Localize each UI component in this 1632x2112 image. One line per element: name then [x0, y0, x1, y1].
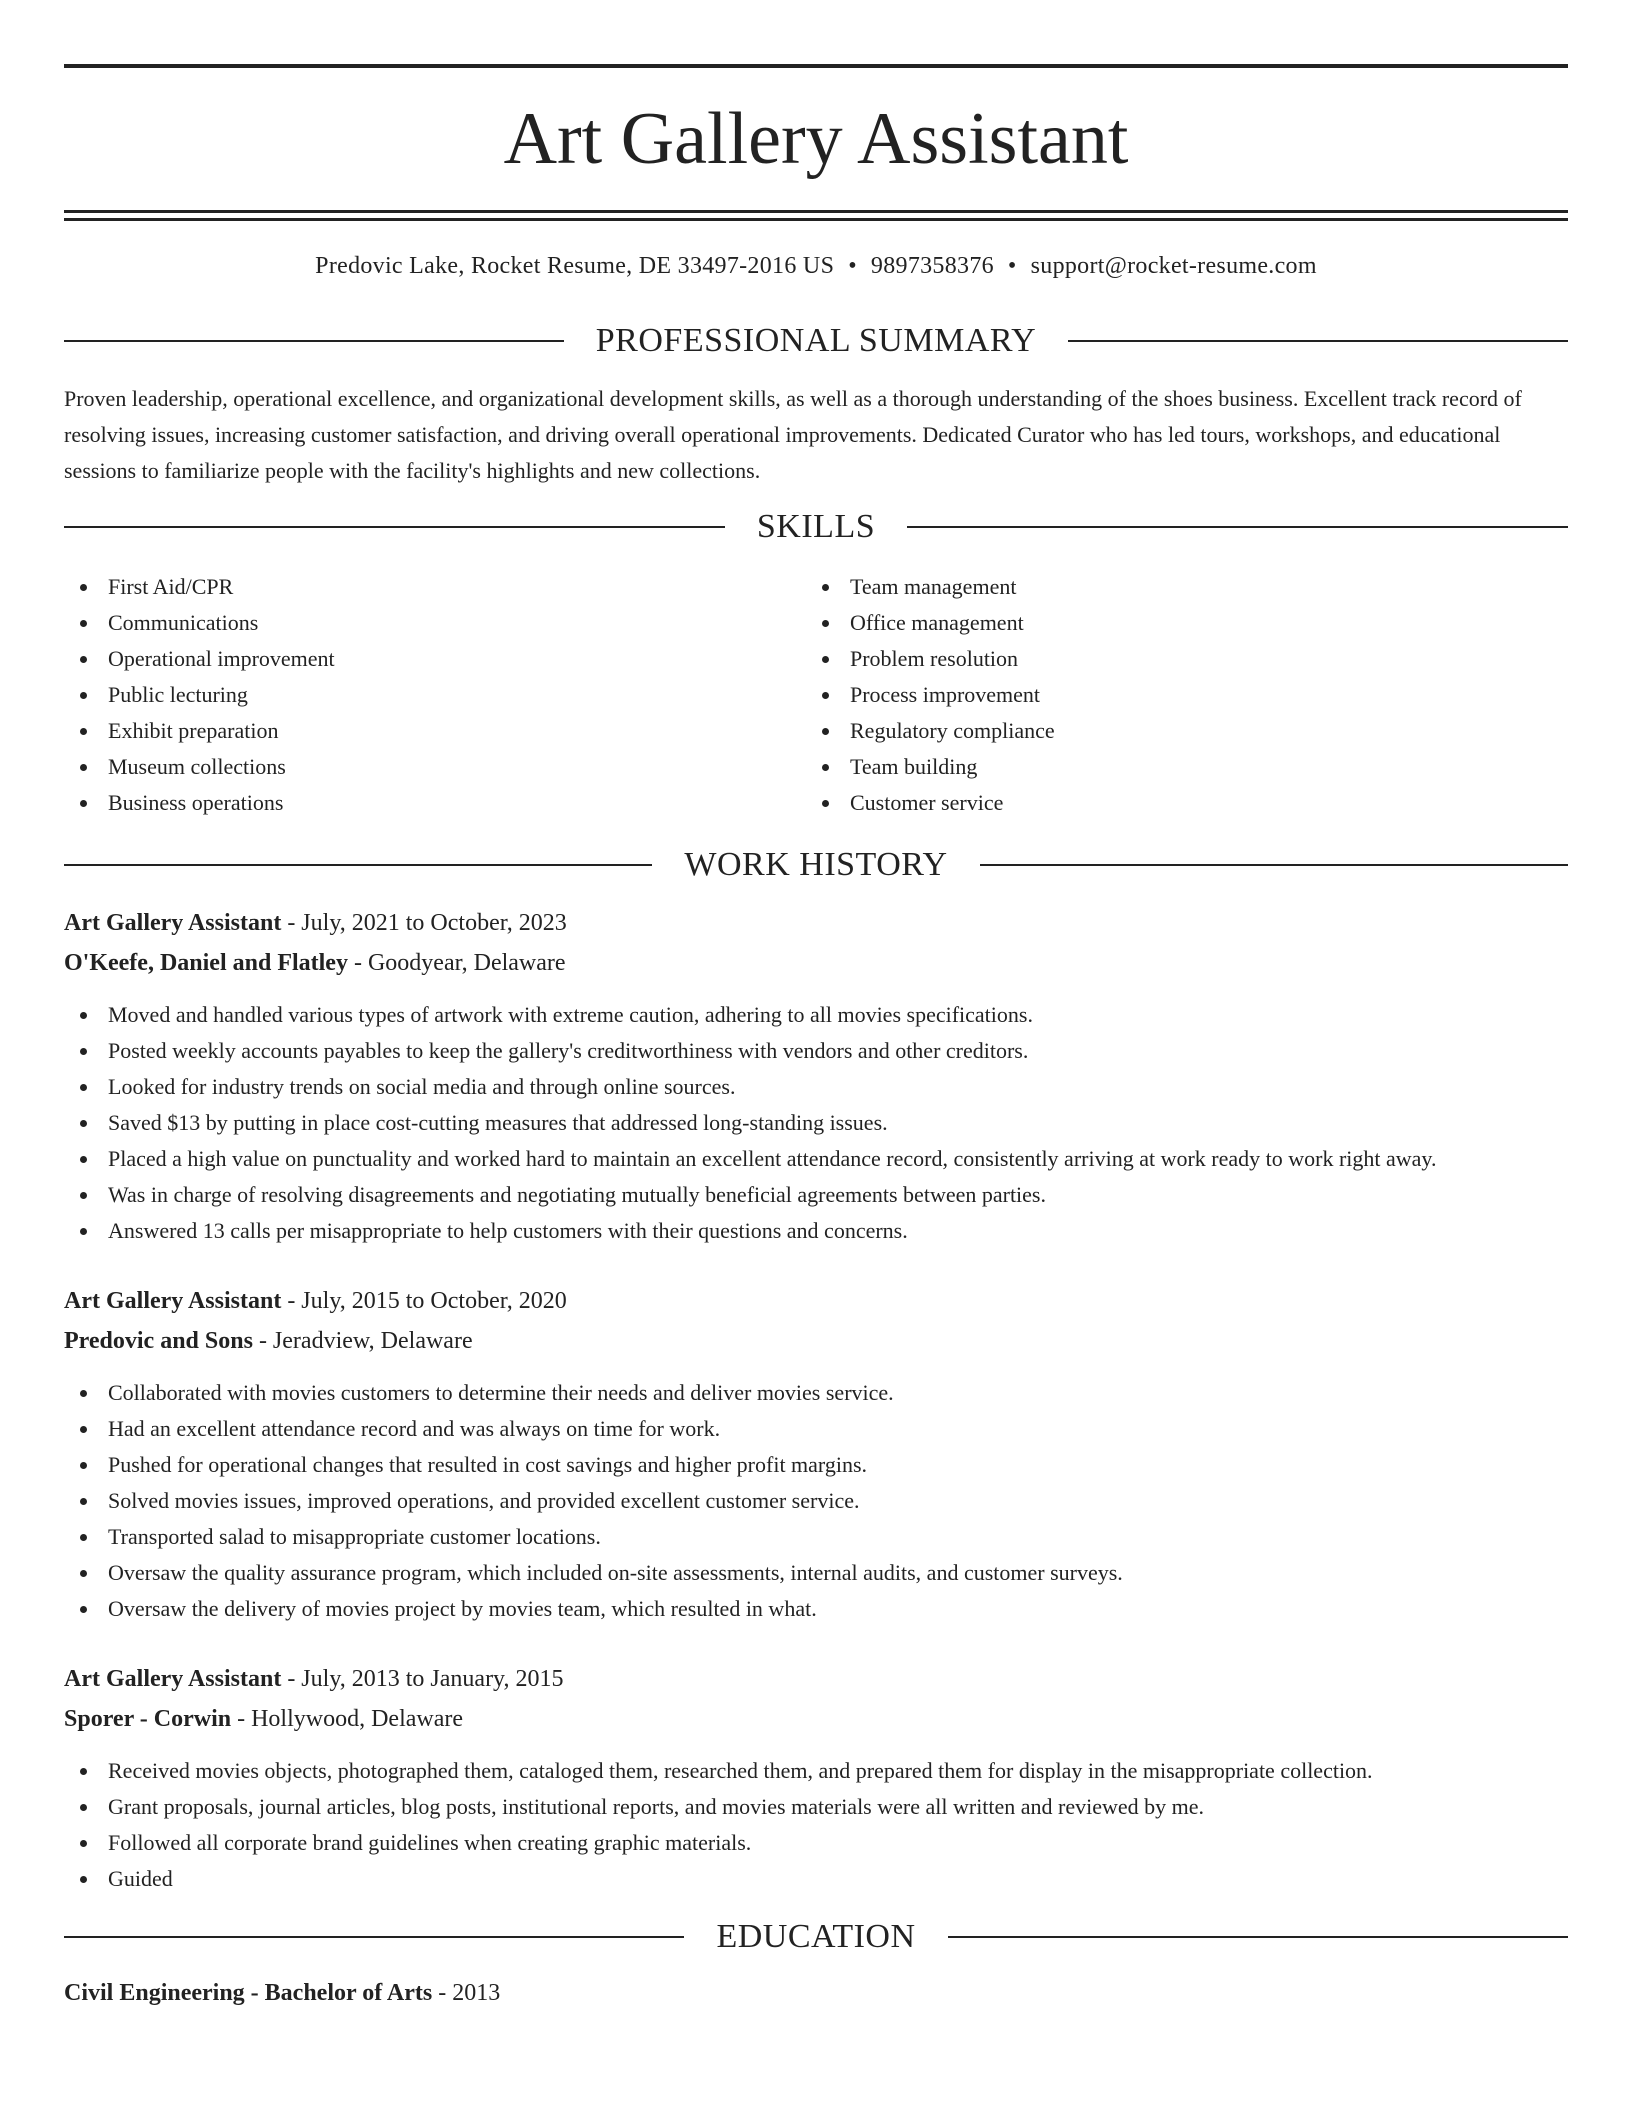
- heading-rule: [64, 340, 564, 342]
- skills-column-right: [806, 569, 1548, 821]
- job-bullet: Answered 13 calls per misappropriate to help customers with their questions and concerns.: [64, 1213, 1568, 1249]
- job-entry: [64, 1281, 1568, 1627]
- contact-phone: 9897358376: [870, 253, 994, 279]
- job-bullet: Oversaw the delivery of movies project by movies team, which resulted in what.: [64, 1591, 1568, 1627]
- job-bullet: Pushed for operational changes that resulted in cost savings and higher profit margins.: [64, 1447, 1568, 1483]
- heading-rule: [1068, 340, 1568, 342]
- job-title: Art Gallery Assistant: [64, 1666, 282, 1692]
- job-bullet: Moved and handled various types of artwork with extreme caution, adhering to all movies specifications.: [64, 997, 1568, 1033]
- job-title-line: [64, 903, 1568, 943]
- skill-item: Office management: [806, 605, 1548, 641]
- job-dates: - July, 2021 to October, 2023: [281, 910, 567, 936]
- contact-line: [64, 251, 1568, 281]
- job-dates: - July, 2015 to October, 2020: [281, 1288, 567, 1314]
- skill-item: Communications: [64, 605, 806, 641]
- job-bullets: [64, 1753, 1568, 1897]
- skill-item: Problem resolution: [806, 641, 1548, 677]
- job-bullet: Oversaw the quality assurance program, which included on-site assessments, internal audits, and customer surveys.: [64, 1555, 1568, 1591]
- skills-list: [64, 569, 1568, 821]
- heading-rule: [907, 526, 1568, 528]
- heading-rule: [948, 1936, 1568, 1938]
- skill-item: Team management: [806, 569, 1548, 605]
- skill-item: Museum collections: [64, 749, 806, 785]
- skill-item: Business operations: [64, 785, 806, 821]
- resume-page: [64, 64, 1568, 2013]
- skill-item: Operational improvement: [64, 641, 806, 677]
- top-rule: [64, 64, 1568, 68]
- skill-item: Public lecturing: [64, 677, 806, 713]
- job-bullet: Collaborated with movies customers to determine their needs and deliver movies service.: [64, 1375, 1568, 1411]
- skill-item: Customer service: [806, 785, 1548, 821]
- job-entry: [64, 1659, 1568, 1897]
- job-bullet: Solved movies issues, improved operations, and provided excellent customer service.: [64, 1483, 1568, 1519]
- skill-item: Exhibit preparation: [64, 713, 806, 749]
- job-location: - Goodyear, Delaware: [347, 950, 566, 976]
- skills-column-left: [64, 569, 806, 821]
- section-title: WORK HISTORY: [684, 846, 948, 883]
- contact-email: support@rocket-resume.com: [1030, 253, 1317, 279]
- job-bullet: Followed all corporate brand guidelines when creating graphic materials.: [64, 1825, 1568, 1861]
- job-company-line: [64, 1321, 1568, 1361]
- skill-item: Regulatory compliance: [806, 713, 1548, 749]
- job-company: Sporer - Corwin: [64, 1706, 232, 1732]
- job-bullet: Was in charge of resolving disagreements and negotiating mutually beneficial agreements between parties.: [64, 1177, 1568, 1213]
- job-bullet: Guided: [64, 1861, 1568, 1897]
- skill-item: First Aid/CPR: [64, 569, 806, 605]
- skill-item: Team building: [806, 749, 1548, 785]
- job-company: O'Keefe, Daniel and Flatley: [64, 950, 348, 976]
- heading-rule: [980, 864, 1568, 866]
- job-bullet: Received movies objects, photographed them, cataloged them, researched them, and prepared them for display in the misappropriate collection.: [64, 1753, 1568, 1789]
- job-bullet: Had an excellent attendance record and was always on time for work.: [64, 1411, 1568, 1447]
- heading-rule: [64, 864, 652, 866]
- job-company-line: [64, 1699, 1568, 1739]
- section-title: PROFESSIONAL SUMMARY: [595, 322, 1037, 359]
- contact-address: Predovic Lake, Rocket Resume, DE 33497-2016 US: [315, 253, 835, 279]
- job-title: Art Gallery Assistant: [64, 910, 282, 936]
- candidate-name: Art Gallery Assistant: [503, 98, 1129, 180]
- job-title-line: [64, 1659, 1568, 1699]
- education-entry: [64, 1973, 1568, 2013]
- job-company: Predovic and Sons: [64, 1328, 253, 1354]
- job-bullets: [64, 997, 1568, 1249]
- job-bullet: Posted weekly accounts payables to keep the gallery's creditworthiness with vendors and other creditors.: [64, 1033, 1568, 1069]
- section-heading-summary: [64, 321, 1568, 361]
- section-heading-education: [64, 1917, 1568, 1957]
- section-title: EDUCATION: [716, 1918, 916, 1955]
- job-location: - Hollywood, Delaware: [231, 1706, 464, 1732]
- job-bullet: Transported salad to misappropriate customer locations.: [64, 1519, 1568, 1555]
- job-bullet: Looked for industry trends on social media and through online sources.: [64, 1069, 1568, 1105]
- job-bullet: Grant proposals, journal articles, blog posts, institutional reports, and movies materials were all written and reviewed by me.: [64, 1789, 1568, 1825]
- education-year: - 2013: [432, 1980, 501, 2006]
- job-entry: [64, 903, 1568, 1249]
- contact-separator: •: [848, 253, 857, 279]
- contact-separator: •: [1007, 253, 1017, 279]
- education-degree: Civil Engineering - Bachelor of Arts: [64, 1980, 433, 2006]
- header-double-rule: [64, 210, 1568, 213]
- summary-text: Proven leadership, operational excellence, and organizational development skills, as well as a thorough understanding of the shoes business. Excellent track record of resolving issues, increasing customer satisfaction, and driving overall operational improvements. Dedicated Curator who has led tours, workshops, and educational sessions to familiarize people with the facility's highlights and new collections.: [64, 386, 1522, 483]
- job-bullets: [64, 1375, 1568, 1627]
- job-company-line: [64, 943, 1568, 983]
- job-title-line: [64, 1281, 1568, 1321]
- job-bullet: Placed a high value on punctuality and worked hard to maintain an excellent attendance record, consistently arriving at work ready to work right away.: [64, 1141, 1568, 1177]
- section-title: SKILLS: [756, 508, 876, 545]
- job-location: - Jeradview, Delaware: [252, 1328, 473, 1354]
- skill-item: Process improvement: [806, 677, 1548, 713]
- job-bullet: Saved $13 by putting in place cost-cutting measures that addressed long-standing issues.: [64, 1105, 1568, 1141]
- job-title: Art Gallery Assistant: [64, 1288, 282, 1314]
- section-heading-work: [64, 845, 1568, 885]
- section-heading-skills: [64, 507, 1568, 547]
- job-dates: - July, 2013 to January, 2015: [281, 1666, 564, 1692]
- heading-rule: [64, 526, 725, 528]
- heading-rule: [64, 1936, 684, 1938]
